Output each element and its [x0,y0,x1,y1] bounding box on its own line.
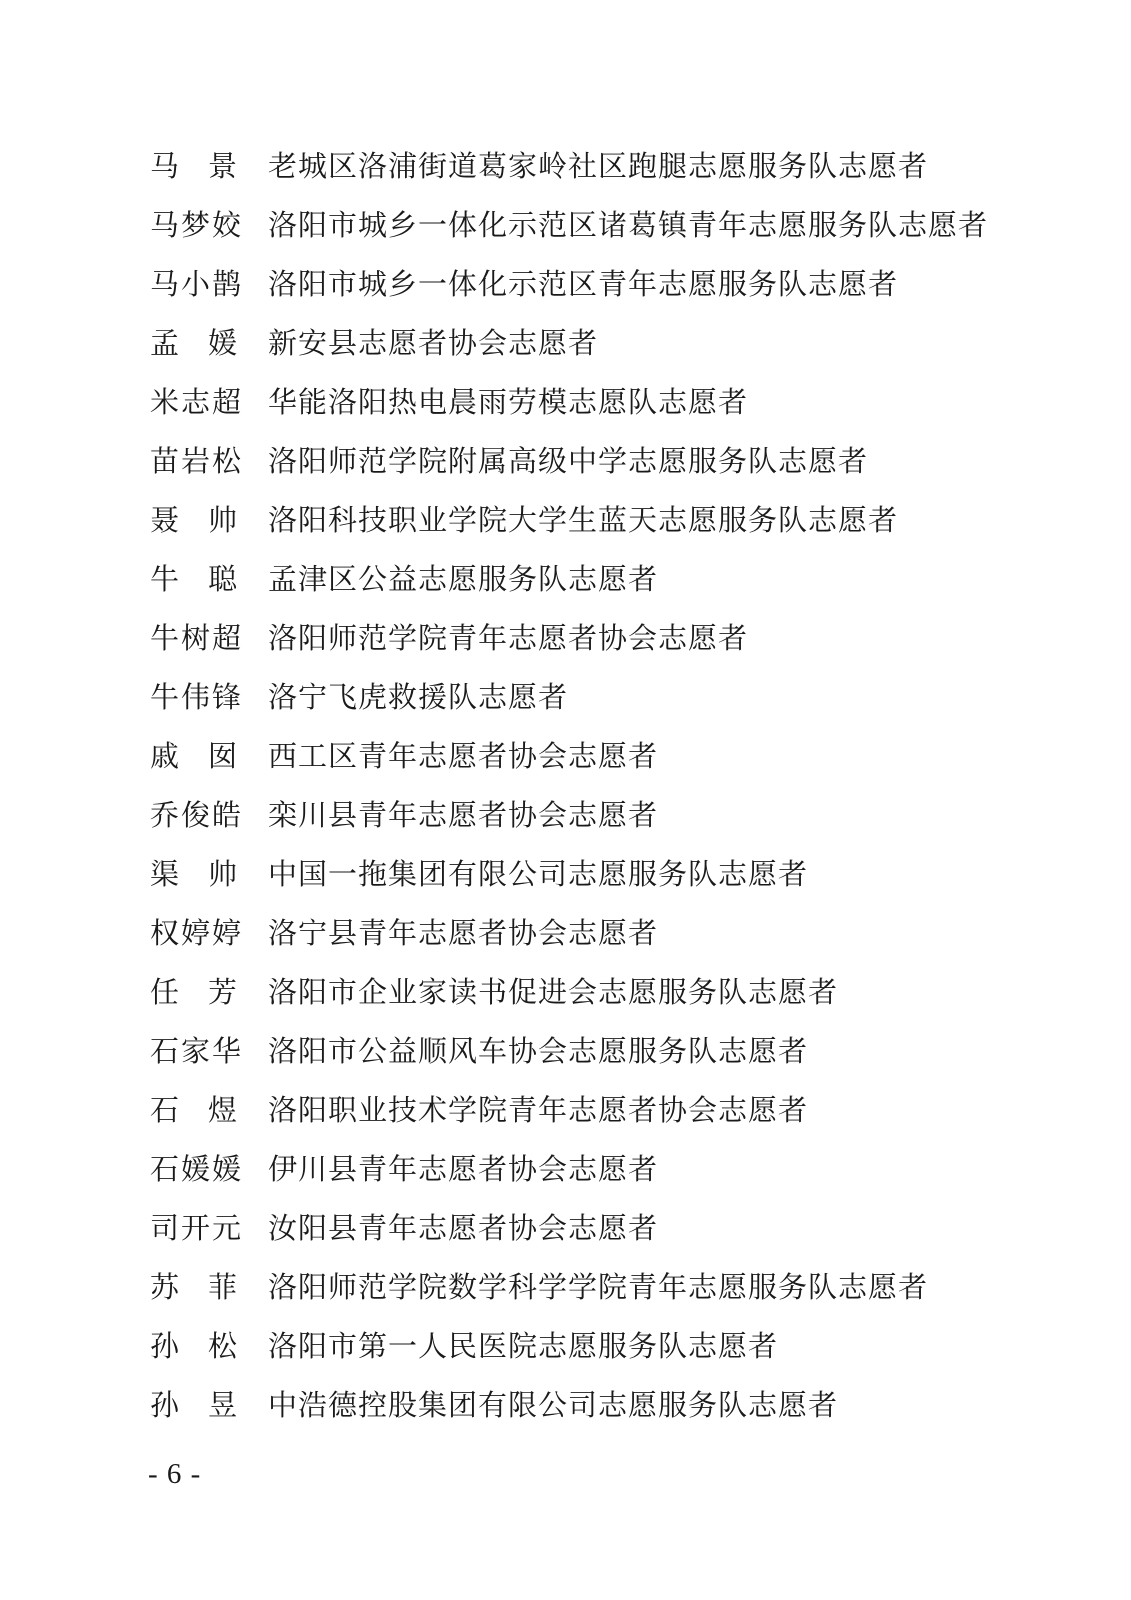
volunteer-organization: 洛阳市城乡一体化示范区诸葛镇青年志愿服务队志愿者 [268,208,989,242]
list-item [150,1199,1050,1258]
list-item [150,845,1050,904]
volunteer-organization: 洛阳市公益顺风车协会志愿服务队志愿者 [268,1034,809,1068]
volunteer-organization: 新安县志愿者协会志愿者 [268,326,599,360]
list-item [150,609,1050,668]
volunteer-name: 苏 菲 [150,1270,238,1304]
volunteer-name: 牛树超 [150,621,244,655]
volunteer-name: 石 煜 [150,1093,238,1127]
list-item [150,727,1050,786]
volunteer-name: 石家华 [150,1034,244,1068]
volunteer-organization: 洛阳市第一人民医院志愿服务队志愿者 [268,1329,779,1363]
volunteer-organization: 洛阳市企业家读书促进会志愿服务队志愿者 [268,975,839,1009]
volunteer-name: 马 景 [150,149,238,183]
volunteer-name: 孙 昱 [150,1388,238,1422]
list-item [150,432,1050,491]
list-item [150,491,1050,550]
list-item [150,255,1050,314]
volunteer-name: 石媛媛 [150,1152,244,1186]
volunteer-organization: 洛阳师范学院青年志愿者协会志愿者 [268,621,749,655]
list-item [150,1081,1050,1140]
list-item [150,196,1050,255]
volunteer-organization: 洛宁飞虎救援队志愿者 [268,680,569,714]
volunteer-organization: 老城区洛浦街道葛家岭社区跑腿志愿服务队志愿者 [268,149,929,183]
volunteer-name: 孟 媛 [150,326,238,360]
volunteer-organization: 伊川县青年志愿者协会志愿者 [268,1152,659,1186]
volunteer-organization: 西工区青年志愿者协会志愿者 [268,739,659,773]
list-item [150,373,1050,432]
volunteer-name: 任 芳 [150,975,238,1009]
volunteer-organization: 洛阳科技职业学院大学生蓝天志愿服务队志愿者 [268,503,899,537]
volunteer-name: 司开元 [150,1211,244,1245]
volunteer-organization: 栾川县青年志愿者协会志愿者 [268,798,659,832]
volunteer-name: 牛 聪 [150,562,238,596]
list-item [150,1376,1050,1435]
volunteer-name: 聂 帅 [150,503,238,537]
volunteer-name: 渠 帅 [150,857,238,891]
list-item [150,1317,1050,1376]
list-item [150,904,1050,963]
page-number: - 6 - [148,1458,202,1490]
volunteer-organization: 洛阳市城乡一体化示范区青年志愿服务队志愿者 [268,267,899,301]
list-item [150,786,1050,845]
volunteer-organization: 中浩德控股集团有限公司志愿服务队志愿者 [268,1388,839,1422]
volunteer-organization: 华能洛阳热电晨雨劳模志愿队志愿者 [268,385,749,419]
list-item [150,1140,1050,1199]
volunteer-organization: 中国一拖集团有限公司志愿服务队志愿者 [268,857,809,891]
volunteer-organization: 洛阳职业技术学院青年志愿者协会志愿者 [268,1093,809,1127]
volunteer-name: 牛伟锋 [150,680,244,714]
list-item [150,668,1050,727]
list-item [150,550,1050,609]
list-item [150,314,1050,373]
volunteer-name: 马小鹊 [150,267,244,301]
volunteer-organization: 汝阳县青年志愿者协会志愿者 [268,1211,659,1245]
volunteer-name: 马梦姣 [150,208,244,242]
volunteer-organization: 洛阳师范学院数学科学学院青年志愿服务队志愿者 [268,1270,929,1304]
volunteer-name: 乔俊皓 [150,798,244,832]
volunteer-name: 苗岩松 [150,444,244,478]
volunteer-organization: 洛宁县青年志愿者协会志愿者 [268,916,659,950]
volunteer-name: 米志超 [150,385,244,419]
list-item [150,963,1050,1022]
list-item [150,1258,1050,1317]
volunteer-organization: 孟津区公益志愿服务队志愿者 [268,562,659,596]
list-item [150,1022,1050,1081]
volunteer-name: 孙 松 [150,1329,238,1363]
list-item [150,137,1050,196]
volunteer-name: 戚 囡 [150,739,238,773]
volunteer-list [150,137,1050,1435]
volunteer-name: 权婷婷 [150,916,244,950]
volunteer-organization: 洛阳师范学院附属高级中学志愿服务队志愿者 [268,444,869,478]
